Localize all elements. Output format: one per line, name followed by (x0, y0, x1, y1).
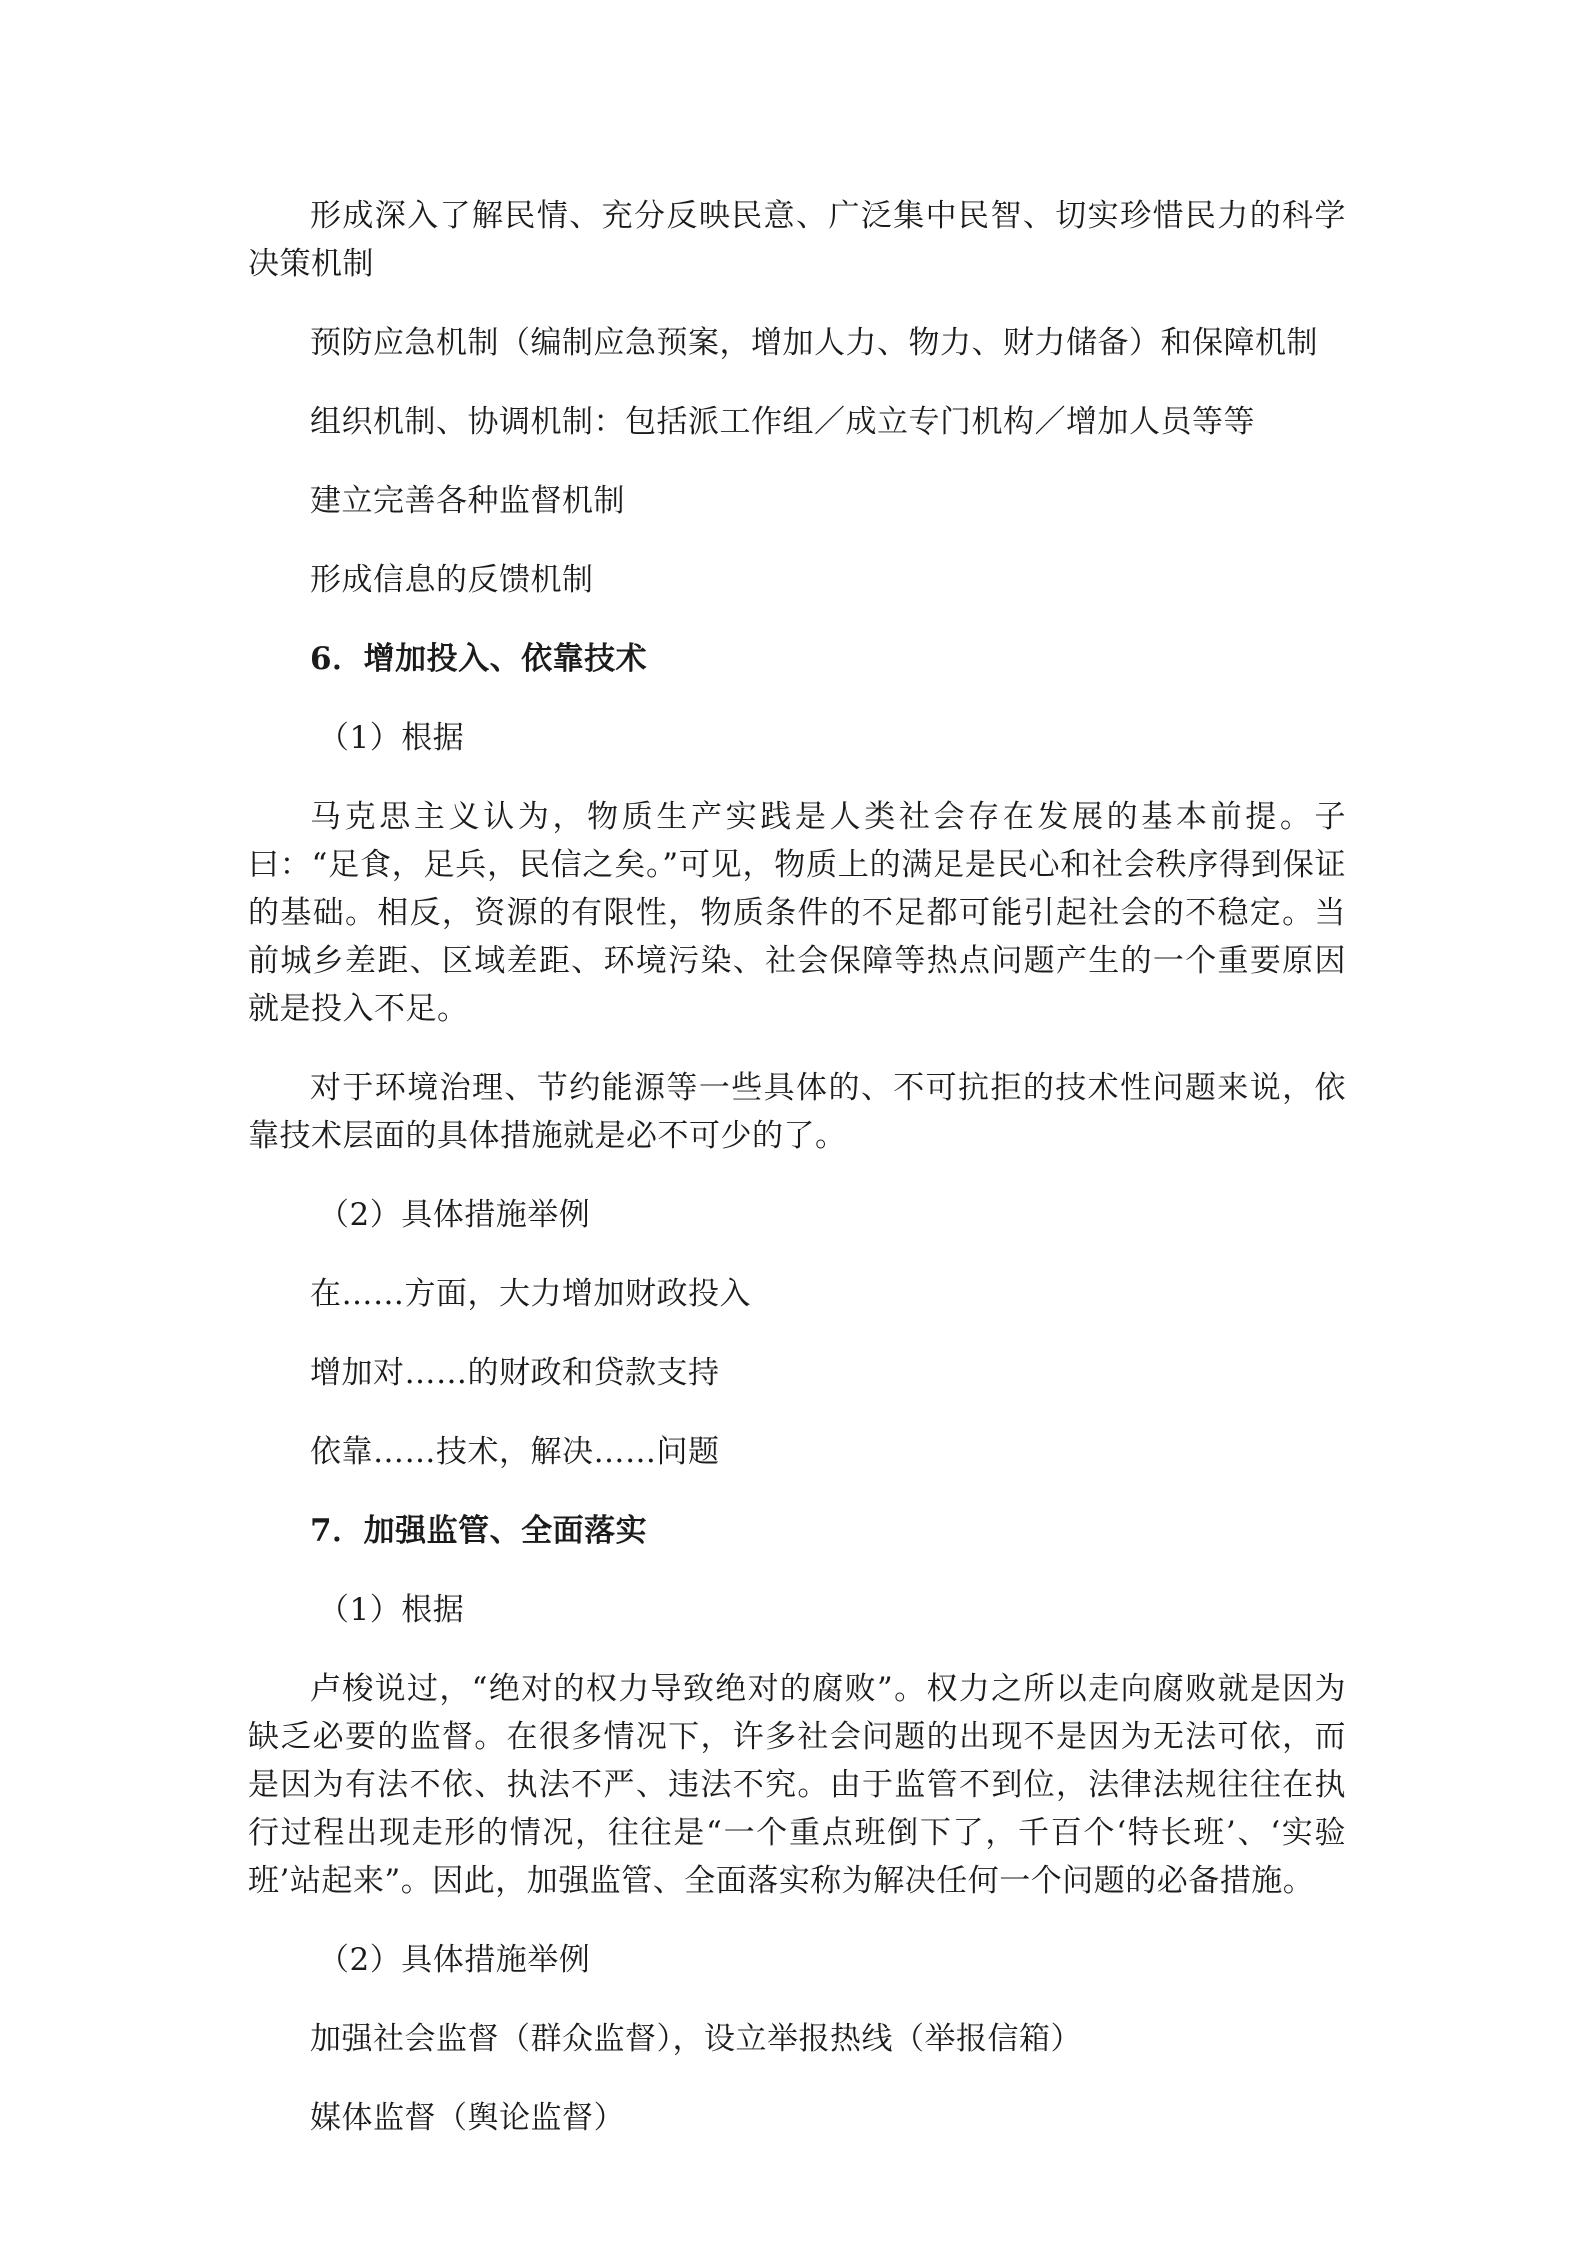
mechanism-organization-text: 组织机制、协调机制：包括派工作组／成立专门机构／增加人员等等 (310, 404, 1255, 440)
section-7-basis-label: （1）根据 (318, 1592, 465, 1628)
section-6-measure-2: 增加对……的财政和贷款支持 (310, 1355, 720, 1391)
section-6-basis-paragraph-2: 对于环境治理、节约能源等一些具体的、不可抗拒的技术性问题来说，依靠技术层面的具体措施就是必不可少的了。 (248, 1070, 1346, 1154)
mechanism-supervision-text: 建立完善各种监督机制 (310, 483, 625, 519)
mechanism-feedback-text: 形成信息的反馈机制 (310, 562, 594, 598)
section-6-measure-1: 在……方面，大力增加财政投入 (310, 1276, 751, 1312)
section-7-measure-2: 媒体监督（舆论监督） (310, 2100, 625, 2136)
section-6-measure-3: 依靠……技术，解决……问题 (310, 1434, 720, 1470)
mechanism-emergency-text: 预防应急机制（编制应急预案，增加人力、物力、财力储备）和保障机制 (310, 325, 1318, 361)
section-6-basis-label: （1）根据 (318, 720, 465, 756)
mechanism-decision-text: 形成深入了解民情、充分反映民意、广泛集中民智、切实珍惜民力的科学决策机制 (248, 198, 1346, 282)
section-7-heading: 7．加强监管、全面落实 (310, 1513, 648, 1549)
section-7-measure-1: 加强社会监督（群众监督），设立举报热线（举报信箱） (310, 2021, 1082, 2057)
section-6-measures-label: （2）具体措施举例 (318, 1197, 591, 1233)
section-6-basis-paragraph-1: 马克思主义认为，物质生产实践是人类社会存在发展的基本前提。子曰：“足食，足兵，民信之矣。”可见，物质上的满足是民心和社会秩序得到保证的基础。相反，资源的有限性，物质条件的不足都可能引起社会的不稳定。当前城乡差距、区域差距、环境污染、社会保障等热点问题产生的一个重要原因就是投入不足。 (248, 799, 1346, 1027)
section-7-measures-label: （2）具体措施举例 (318, 1942, 591, 1978)
section-6-heading: 6．增加投入、依靠技术 (310, 641, 648, 677)
section-7-basis-paragraph: 卢梭说过，“绝对的权力导致绝对的腐败”。权力之所以走向腐败就是因为缺乏必要的监督。在很多情况下，许多社会问题的出现不是因为无法可依，而是因为有法不依、执法不严、违法不究。由于监管不到位，法律法规往往在执行过程出现走形的情况，往往是“一个重点班倒下了，千百个‘特长班’、‘实验班’站起来”。因此，加强监管、全面落实称为解决任何一个问题的必备措施。 (248, 1671, 1346, 1899)
document-body (248, 192, 1346, 2173)
